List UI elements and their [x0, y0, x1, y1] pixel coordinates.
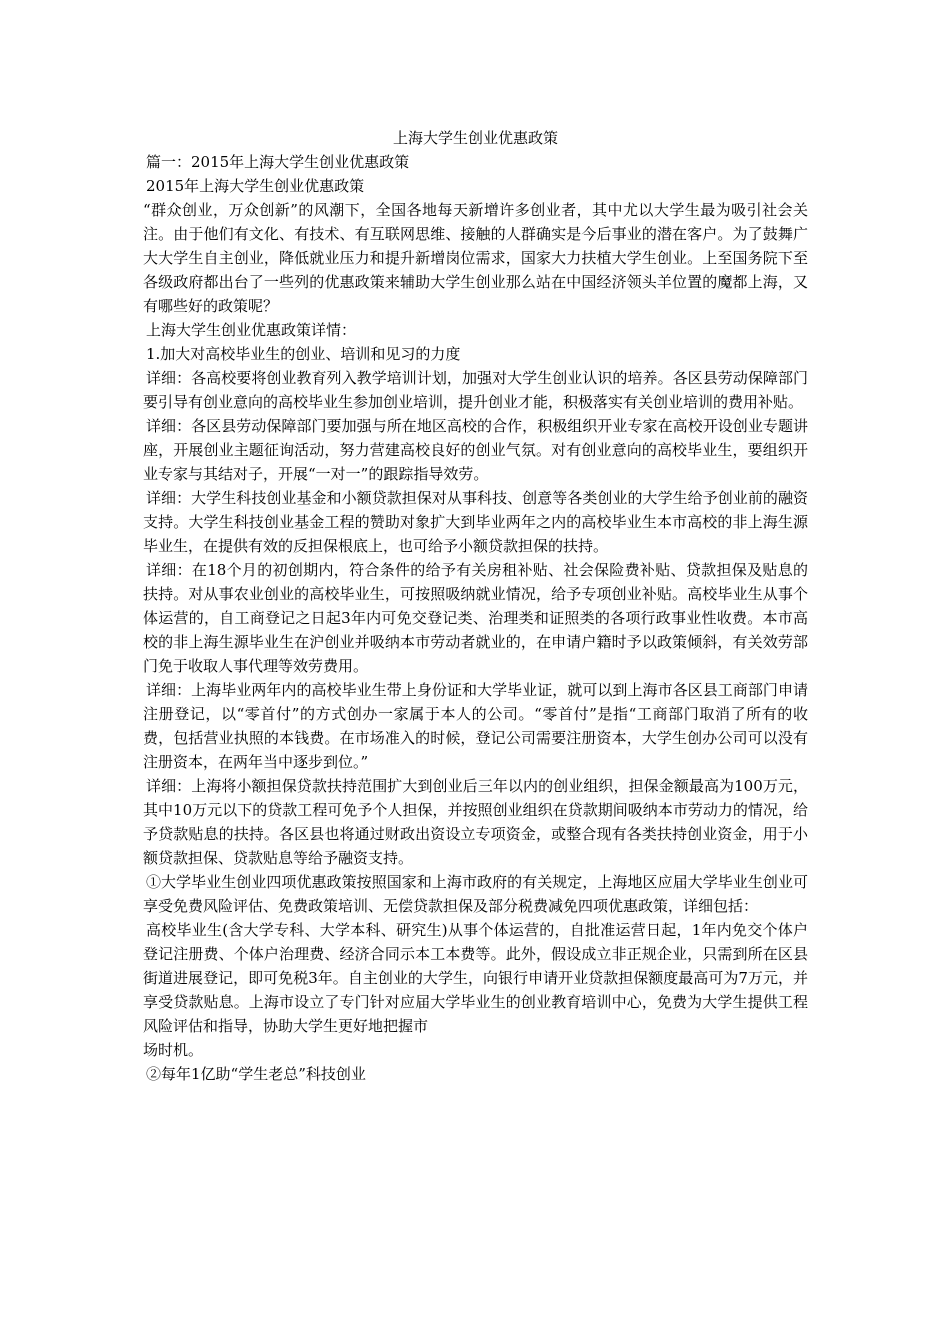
paragraph-item-1-heading: 1.加大对高校毕业生的创业、培训和见习的力度 [146, 345, 461, 363]
document-title: 上海大学生创业优惠政策 [392, 129, 558, 147]
paragraph-subtitle: 2015年上海大学生创业优惠政策 [146, 177, 365, 195]
paragraph-market-timing: 场时机。 [143, 1041, 204, 1059]
paragraph-item-2-heading: ②每年1亿助“学生老总”科技创业 [146, 1065, 366, 1083]
paragraph-detail-5: 详细：上海毕业两年内的高校毕业生带上身份证和大学毕业证，就可以到上海市各区县工商部门申请注册登记，以“零首付”的方式创办一家属于本人的公司。“零首付”是指“工商部门取消了所有的收费，包括营业执照的本钱费。在市场准入的时候，登记公司需要注册资本，大学生创办公司可以没有注册资本，在两年当中逐步到位。” [143, 681, 808, 771]
paragraph-details-heading: 上海大学生创业优惠政策详情： [146, 321, 357, 339]
paragraph-graduates-policy: 高校毕业生(含大学专科、大学本科、研究生)从事个体运营的，自批准运营日起，1年内免交个体户登记注册费、个体户治理费、经济合同示本工本费等。此外，假设成立非正规企业，只需到所在区县街道进展登记，即可免税3年。自主创业的大学生，向银行申请开业贷款担保额度最高可为7万元，并享受贷款贴息。上海市设立了专门针对应届大学毕业生的创业教育培训中心，免费为大学生提供工程风险评估和指导，协助大学生更好地把握市 [143, 921, 808, 1035]
document-page [143, 126, 808, 1086]
paragraph-detail-2: 详细：各区县劳动保障部门要加强与所在地区高校的合作，积极组织开业专家在高校开设创业专题讲座，开展创业主题征询活动，努力营建高校良好的创业气氛。对有创业意向的高校毕业生，要组织开业专家与其结对子，开展“一对一”的跟踪指导效劳。 [143, 417, 808, 483]
paragraph-part1-heading: 篇一：2015年上海大学生创业优惠政策 [146, 153, 410, 171]
paragraph-detail-1: 详细：各高校要将创业教育列入教学培训计划，加强对大学生创业认识的培养。各区县劳动保障部门要引导有创业意向的高校毕业生参加创业培训，提升创业才能，积极落实有关创业培训的费用补贴。 [143, 369, 808, 411]
paragraph-intro: “群众创业，万众创新”的风潮下，全国各地每天新增许多创业者，其中尤以大学生最为吸引社会关注。由于他们有文化、有技术、有互联网思维、接触的人群确实是今后事业的潜在客户。为了鼓舞广大大学生自主创业，降低就业压力和提升新增岗位需求，国家大力扶植大学生创业。上至国务院下至各级政府都出台了一些列的优惠政策来辅助大学生创业那么站在中国经济领头羊位置的魔都上海，又有哪些好的政策呢？ [143, 201, 808, 315]
paragraph-detail-6: 详细：上海将小额担保贷款扶持范围扩大到创业后三年以内的创业组织，担保金额最高为100万元，其中10万元以下的贷款工程可免予个人担保，并按照创业组织在贷款期间吸纳本市劳动力的情况，给予贷款贴息的扶持。各区县也将通过财政出资设立专项资金，或整合现有各类扶持创业资金，用于小额贷款担保、贷款贴息等给予融资支持。 [143, 777, 808, 867]
paragraph-detail-4: 详细：在18个月的初创期内，符合条件的给予有关房租补贴、社会保险费补贴、贷款担保及贴息的扶持。对从事农业创业的高校毕业生，可按照吸纳就业情况，给予专项创业补贴。高校毕业生从事个体运营的，自工商登记之日起3年内可免交登记类、治理类和证照类的各项行政事业性收费。本市高校的非上海生源毕业生在沪创业并吸纳本市劳动者就业的，在申请户籍时予以政策倾斜，有关效劳部门免于收取人事代理等效劳费用。 [143, 561, 808, 675]
paragraph-four-policies: ①大学毕业生创业四项优惠政策按照国家和上海市政府的有关规定，上海地区应届大学毕业生创业可享受免费风险评估、免费政策培训、无偿贷款担保及部分税费减免四项优惠政策，详细包括： [143, 873, 808, 915]
paragraph-detail-3: 详细：大学生科技创业基金和小额贷款担保对从事科技、创意等各类创业的大学生给予创业前的融资支持。大学生科技创业基金工程的赞助对象扩大到毕业两年之内的高校毕业生本市高校的非上海生源毕业生，在提供有效的反担保根底上，也可给予小额贷款担保的扶持。 [143, 489, 808, 555]
